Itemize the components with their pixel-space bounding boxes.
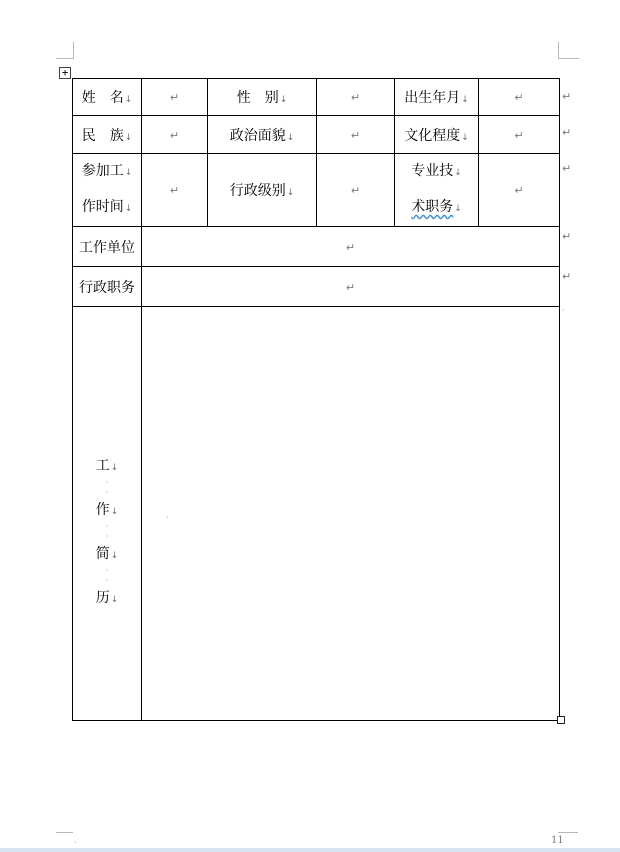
row-end-mark: ↵ bbox=[562, 270, 572, 283]
registration-form-table bbox=[72, 78, 560, 721]
row-end-mark: ↵ bbox=[562, 126, 572, 139]
row-end-mark: · bbox=[562, 306, 565, 315]
admin-level-label-cell bbox=[208, 154, 317, 227]
cell-mark: ↓ bbox=[286, 132, 295, 143]
crop-mark-top-left bbox=[56, 42, 74, 59]
gender-label-cell bbox=[208, 79, 317, 116]
birth-label-cell bbox=[395, 79, 479, 116]
admin-position-value-cell[interactable] bbox=[142, 267, 560, 307]
return-mark: ↵ bbox=[350, 184, 361, 197]
dot-mark: · bbox=[105, 477, 109, 487]
table-row bbox=[73, 116, 560, 154]
resume-char-3-group bbox=[96, 543, 119, 565]
resume-label-vertical bbox=[73, 455, 141, 609]
resume-char-4-group bbox=[96, 587, 119, 609]
title-label-cell bbox=[395, 154, 479, 227]
dot-mark: · bbox=[105, 487, 109, 497]
employer-label-cell bbox=[73, 227, 142, 267]
return-mark: ↵ bbox=[169, 91, 180, 104]
resume-char-2: 作 bbox=[95, 501, 110, 518]
name-label-cell bbox=[73, 79, 142, 116]
ethnicity-value-cell[interactable] bbox=[142, 116, 208, 154]
table-row bbox=[73, 267, 560, 307]
cell-mark: ↓ bbox=[124, 132, 133, 143]
title-label-line2: 术职务 bbox=[411, 199, 454, 215]
education-label-cell bbox=[395, 116, 479, 154]
footer-dot-mark: · bbox=[74, 838, 77, 847]
work-start-label-line1: 参加工 bbox=[81, 163, 124, 179]
dot-mark: · bbox=[105, 521, 109, 531]
table-resize-handle-icon[interactable] bbox=[557, 716, 565, 724]
resume-spacer-marks-3 bbox=[106, 565, 109, 587]
work-start-label-line2: 作时间 bbox=[81, 199, 124, 215]
row-end-mark: ↵ bbox=[562, 230, 572, 243]
dot-mark: · bbox=[166, 513, 169, 522]
return-mark: ↵ bbox=[514, 128, 524, 142]
admin-level-value-cell[interactable] bbox=[317, 154, 395, 227]
employer-label: 工作单位 bbox=[79, 239, 135, 256]
political-label: 政治面貌 bbox=[229, 127, 286, 144]
return-mark: ↵ bbox=[169, 184, 180, 197]
resume-label-cell bbox=[73, 307, 142, 721]
table-row bbox=[73, 227, 560, 267]
name-label: 姓 名 bbox=[81, 90, 124, 106]
political-value-cell[interactable] bbox=[317, 116, 395, 154]
cell-mark: ↓ bbox=[124, 168, 133, 178]
return-mark: ↵ bbox=[350, 91, 361, 104]
return-mark: ↵ bbox=[345, 240, 356, 254]
birth-value-cell[interactable] bbox=[479, 79, 560, 116]
education-label: 文化程度 bbox=[404, 127, 461, 144]
work-start-value-cell[interactable] bbox=[142, 154, 208, 227]
resume-spacer-marks-1 bbox=[106, 477, 109, 499]
resume-char-3: 简 bbox=[95, 545, 110, 562]
resume-value-cell[interactable] bbox=[142, 307, 560, 721]
gender-label: 性 别 bbox=[236, 90, 279, 106]
cell-mark: ↓ bbox=[454, 168, 462, 178]
return-mark: ↵ bbox=[350, 128, 361, 142]
cell-mark: ↓ bbox=[124, 95, 133, 105]
gender-value-cell[interactable] bbox=[317, 79, 395, 116]
admin-position-label-cell bbox=[73, 267, 142, 307]
crop-mark-top-right bbox=[558, 42, 579, 59]
cell-mark: ↓ bbox=[461, 95, 469, 105]
resume-char-1-group bbox=[96, 455, 119, 477]
ethnicity-label-cell bbox=[73, 116, 142, 154]
title-value-cell[interactable] bbox=[479, 154, 560, 227]
cell-mark: ↓ bbox=[110, 506, 119, 517]
dot-mark: · bbox=[105, 531, 109, 541]
title-label-line1: 专业技 bbox=[411, 163, 454, 179]
window-bottom-edge bbox=[0, 848, 620, 852]
resume-char-4: 历 bbox=[95, 589, 110, 606]
row-end-mark: ↵ bbox=[562, 90, 572, 103]
dot-mark: · bbox=[105, 565, 109, 575]
dot-mark: · bbox=[105, 575, 109, 585]
table-row bbox=[73, 154, 560, 227]
resume-char-2-group bbox=[96, 499, 119, 521]
row-end-mark: ↵ bbox=[562, 162, 572, 175]
cell-mark: ↓ bbox=[110, 594, 119, 605]
birth-label: 出生年月 bbox=[404, 90, 461, 106]
work-start-label-cell bbox=[73, 154, 142, 227]
employer-value-cell[interactable] bbox=[142, 227, 560, 267]
resume-char-1: 工 bbox=[95, 457, 110, 474]
political-label-cell bbox=[208, 116, 317, 154]
table-row bbox=[73, 79, 560, 116]
return-mark: ↵ bbox=[514, 184, 524, 197]
cell-mark: ↓ bbox=[454, 204, 462, 214]
cell-mark: ↓ bbox=[110, 550, 119, 561]
return-mark: ↵ bbox=[345, 280, 356, 294]
resume-spacer-marks-2 bbox=[106, 521, 109, 543]
return-mark: ↵ bbox=[169, 128, 180, 142]
cell-mark: ↓ bbox=[286, 188, 295, 198]
cell-mark: ↓ bbox=[124, 204, 133, 214]
cell-mark: ↓ bbox=[110, 462, 119, 473]
crop-mark-bottom-left bbox=[56, 832, 73, 847]
admin-level-label: 行政级别 bbox=[229, 183, 286, 199]
table-row bbox=[73, 307, 560, 721]
cell-mark: ↓ bbox=[461, 132, 469, 143]
return-mark: ↵ bbox=[514, 91, 524, 104]
cell-mark: ↓ bbox=[279, 95, 288, 105]
table-move-handle-icon[interactable]: + bbox=[59, 67, 71, 79]
name-value-cell[interactable] bbox=[142, 79, 208, 116]
ethnicity-label: 民 族 bbox=[81, 127, 124, 144]
education-value-cell[interactable] bbox=[479, 116, 560, 154]
page-number: 11 bbox=[551, 835, 564, 846]
admin-position-label: 行政职务 bbox=[79, 279, 135, 296]
